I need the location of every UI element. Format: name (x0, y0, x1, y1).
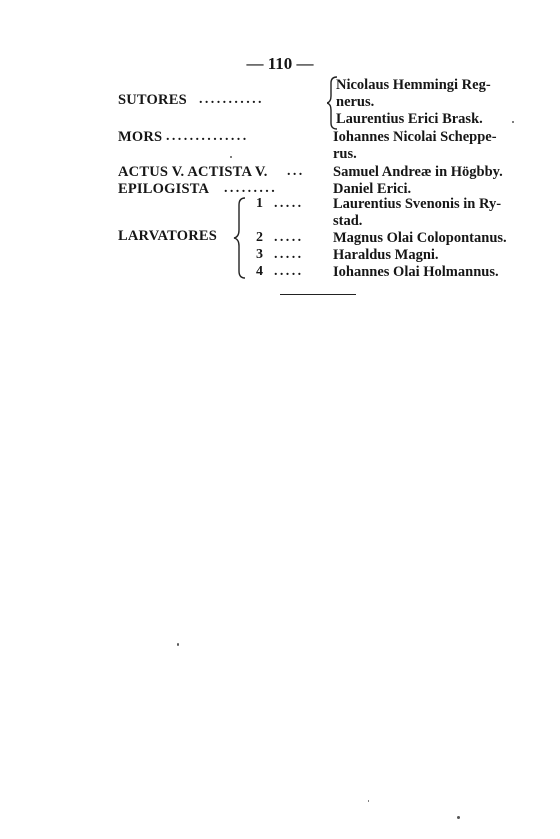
leader-dots-sutores: ........... (199, 92, 264, 107)
cast-name-line: Nicolaus Hemmingi Reg- (336, 77, 491, 93)
performer-number: 4 (256, 264, 263, 279)
leader-dots-mors: .............. (166, 129, 249, 144)
performer-number: 1 (256, 196, 263, 211)
closing-rule (280, 294, 356, 295)
paper-speck (368, 800, 369, 802)
role-label-larvatores: LARVATORES (118, 228, 217, 244)
page-number: — 110 — (246, 54, 314, 73)
leader-dots-larvatores: ..... (274, 230, 304, 245)
performer-number: 2 (256, 230, 263, 245)
cast-name-line: stad. (333, 213, 363, 229)
performer-number: 3 (256, 247, 263, 262)
cast-name-line: Daniel Erici. (333, 181, 412, 197)
leader-dots-larvatores: ..... (274, 196, 304, 211)
role-label-mors: MORS (118, 129, 163, 145)
cast-name-line: Laurentius Svenonis in Ry- (333, 196, 502, 212)
cast-name-line: nerus. (336, 94, 375, 110)
paper-speck (177, 643, 179, 646)
cast-name-line: Iohannes Nicolai Scheppe- (333, 129, 497, 145)
cast-name-line: rus. (333, 146, 357, 162)
leader-dots-epilogista: ......... (224, 181, 278, 196)
cast-name-line: Iohannes Olai Holmannus. (333, 264, 499, 280)
paper-speck (457, 816, 460, 819)
cast-name-line: Magnus Olai Colopontanus. (333, 230, 507, 246)
cast-name-line: Haraldus Magni. (333, 247, 439, 263)
curly-brace-larvatores (233, 197, 247, 279)
paper-speck (230, 156, 232, 158)
leader-dots-larvatores: ..... (274, 247, 304, 262)
role-label-actista: ACTUS V. ACTISTA V. (118, 164, 268, 180)
role-label-epilogista: EPILOGISTA (118, 181, 210, 197)
leader-dots-larvatores: ..... (274, 264, 304, 279)
leader-dots-actista: ... (287, 164, 305, 179)
paper-speck (512, 121, 514, 123)
cast-name-line: Samuel Andreæ in Högbby. (333, 164, 503, 180)
cast-name-line: Laurentius Erici Brask. (336, 111, 483, 127)
role-label-sutores: SUTORES (118, 92, 187, 108)
